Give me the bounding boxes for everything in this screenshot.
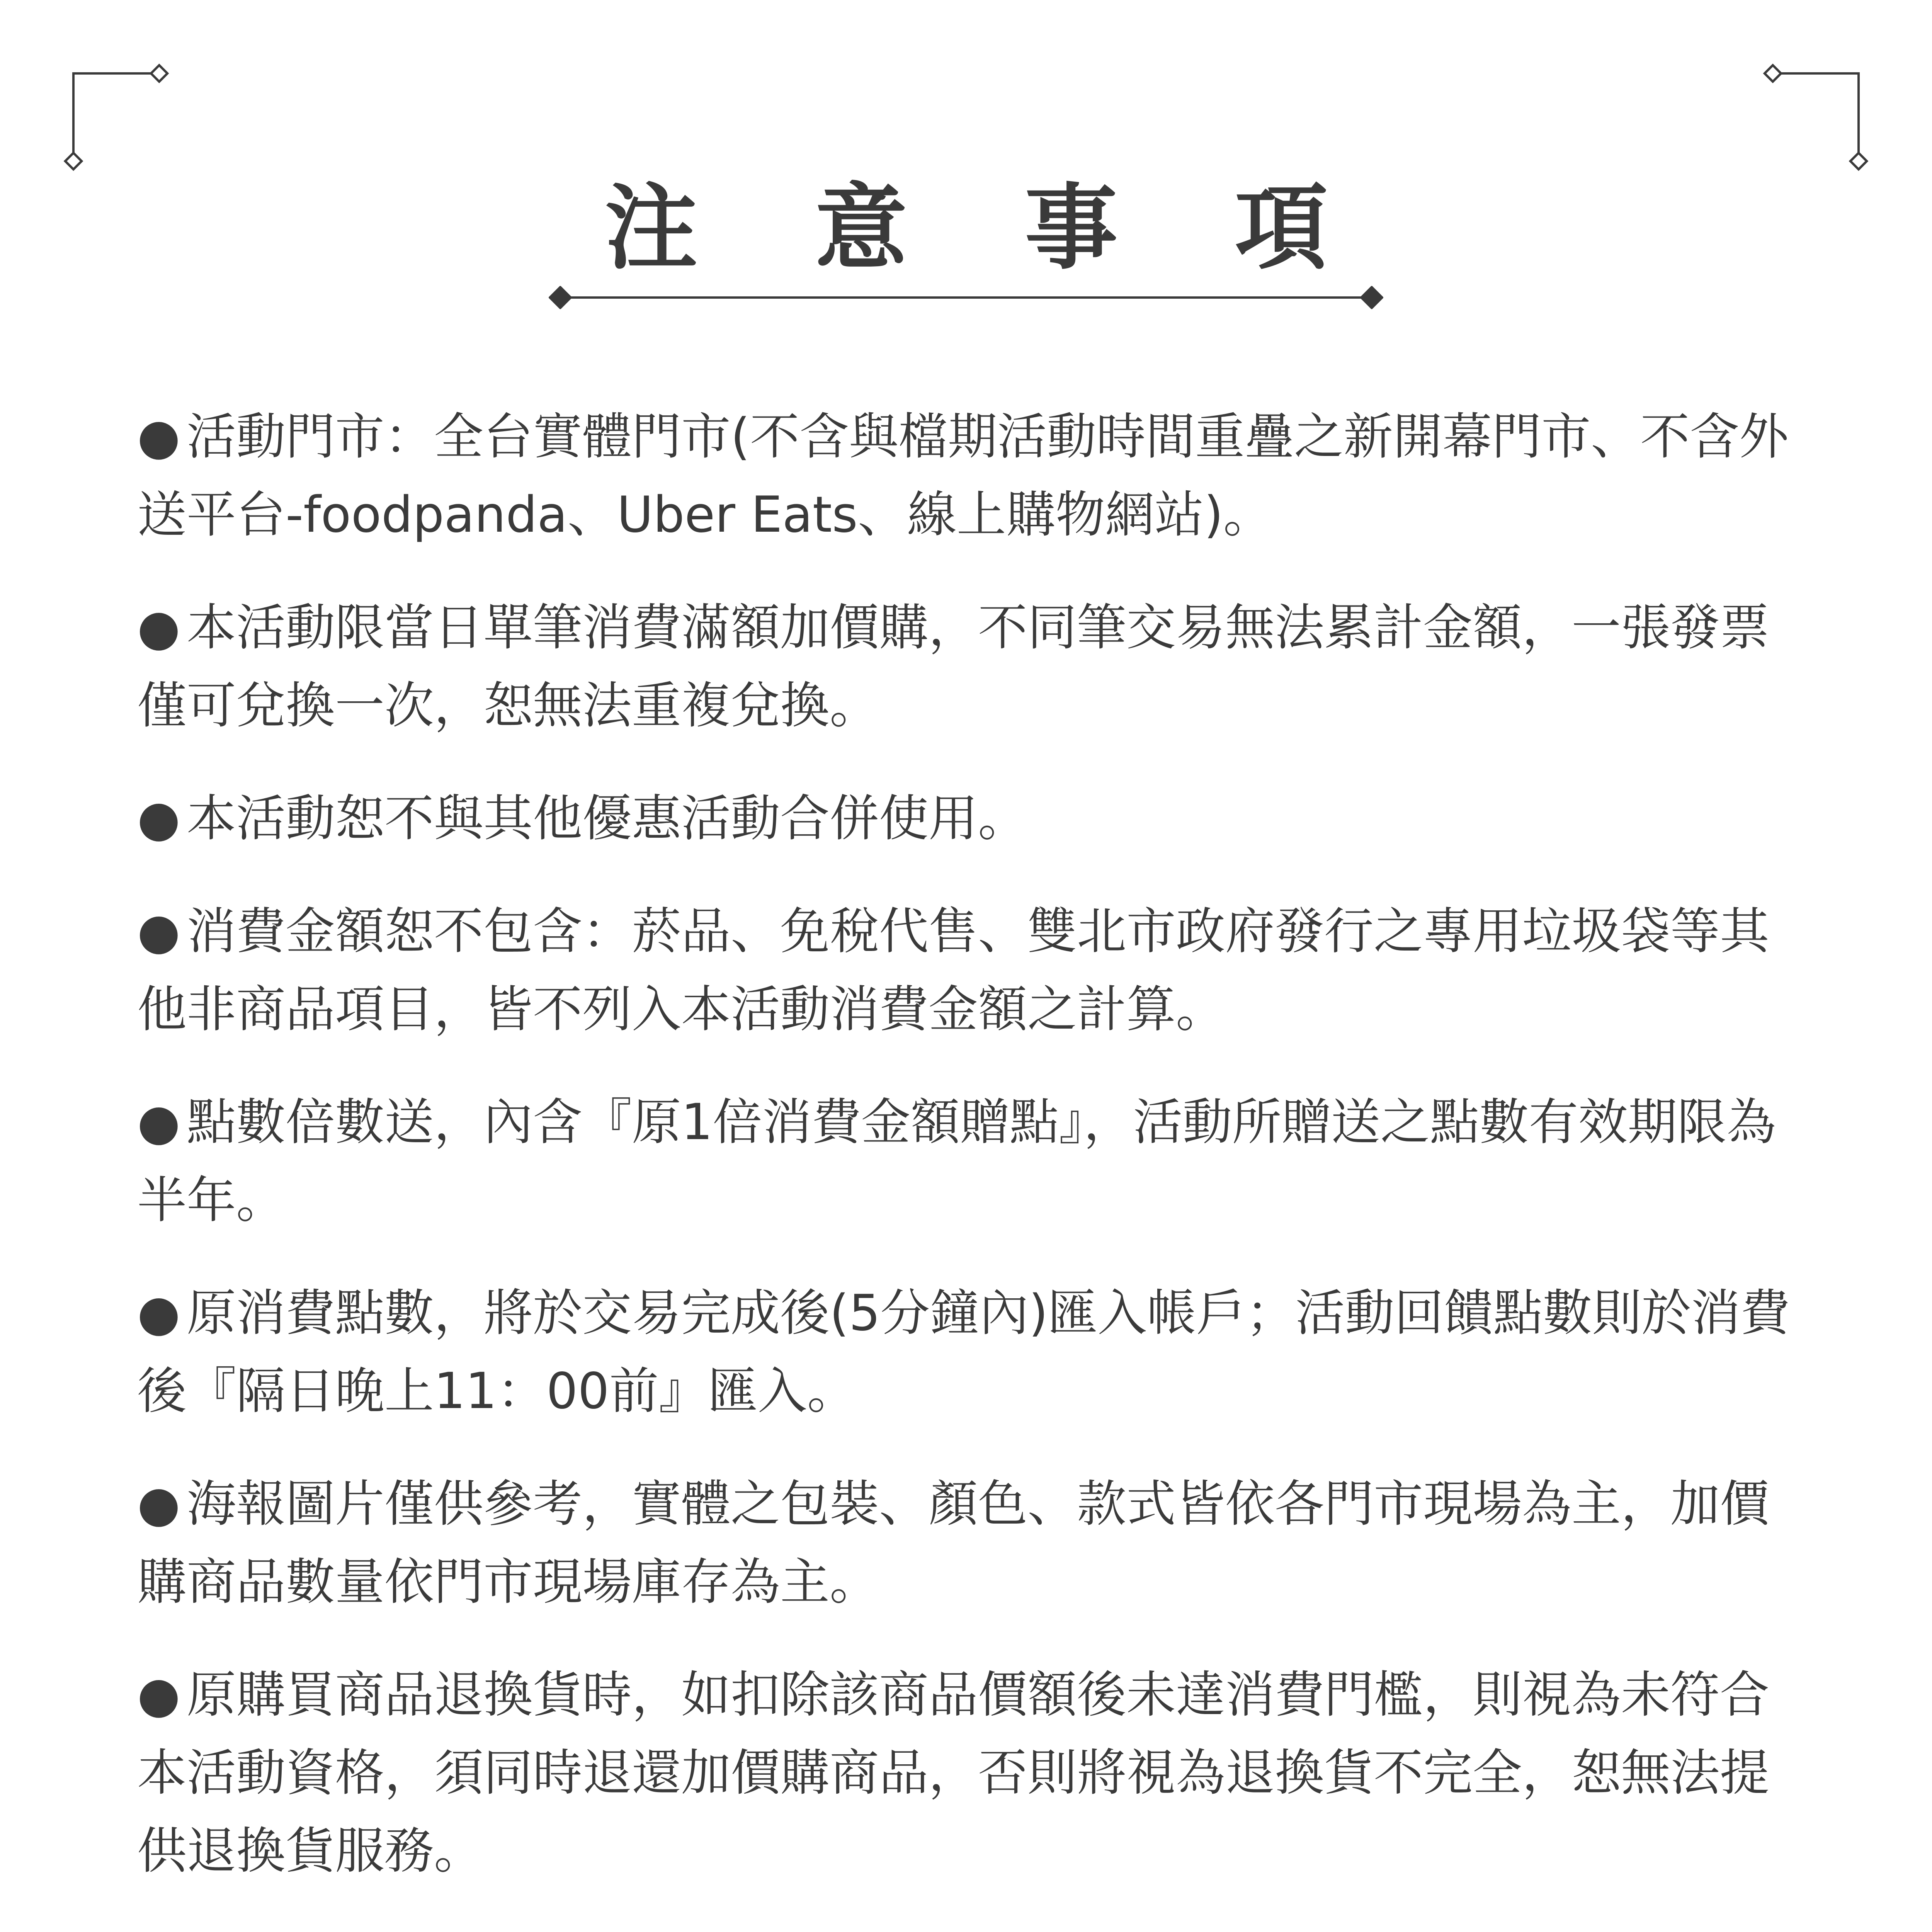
note-text: 原購買商品退換貨時，如扣除該商品價額後未達消費門檻，則視為未符合本活動資格，須同時退還加價購商品，否則將視為退換貨不完全，恕無法提供退換貨服務。	[137, 1666, 1770, 1880]
note-item	[137, 780, 1799, 858]
bullet-icon: ●	[137, 1475, 180, 1533]
bullet-icon	[137, 1925, 187, 1932]
bullet-icon: ●	[137, 903, 180, 960]
note-text: 海報圖片僅供參考，實體之包裝、顏色、款式皆依各門市現場為主，加價購商品數量依門市現場庫存為主。	[137, 1475, 1770, 1611]
title-divider-ornament	[549, 286, 1383, 309]
corner-ornament-top-right	[1765, 65, 1867, 169]
bullet-icon: ●	[137, 1094, 180, 1151]
bullet-icon: ●	[137, 1284, 180, 1342]
notes-list	[137, 398, 1799, 1932]
bullet-icon: ●	[137, 408, 180, 466]
corner-ornament-top-left	[65, 65, 167, 169]
page-title: 注 意 事 項	[605, 174, 1370, 282]
note-text: 本活動恕不與其他優惠活動合併使用。	[187, 790, 1028, 847]
note-item	[137, 1925, 1799, 1932]
note-item	[137, 1656, 1799, 1890]
note-text: 原消費點數，將於交易完成後(5分鐘內)匯入帳戶；活動回饋點數則於消費後『隔日晚上11：00前』匯入。	[137, 1284, 1790, 1420]
bullet-icon: ●	[137, 790, 180, 847]
note-item	[137, 893, 1799, 1049]
bullet-icon: ●	[137, 1666, 180, 1724]
note-item	[137, 1274, 1799, 1430]
note-item	[137, 398, 1799, 554]
note-item	[137, 1465, 1799, 1621]
note-item	[137, 589, 1799, 745]
note-item	[137, 1083, 1799, 1240]
note-text: 活動門市：全台實體門市(不含與檔期活動時間重疊之新開幕門市、不含外送平台-foodpanda、Uber Eats、線上購物網站)。	[137, 408, 1789, 544]
bullet-icon: ●	[137, 599, 180, 656]
note-text: 本活動限當日單筆消費滿額加價購，不同筆交易無法累計金額，一張發票僅可兌換一次，恕無法重複兌換。	[137, 599, 1770, 735]
note-text: 消費金額恕不包含：菸品、免稅代售、雙北市政府發行之專用垃圾袋等其他非商品項目，皆不列入本活動消費金額之計算。	[137, 903, 1770, 1038]
note-text: 點數倍數送，內含『原1倍消費金額贈點』，活動所贈送之點數有效期限為半年。	[137, 1094, 1776, 1229]
